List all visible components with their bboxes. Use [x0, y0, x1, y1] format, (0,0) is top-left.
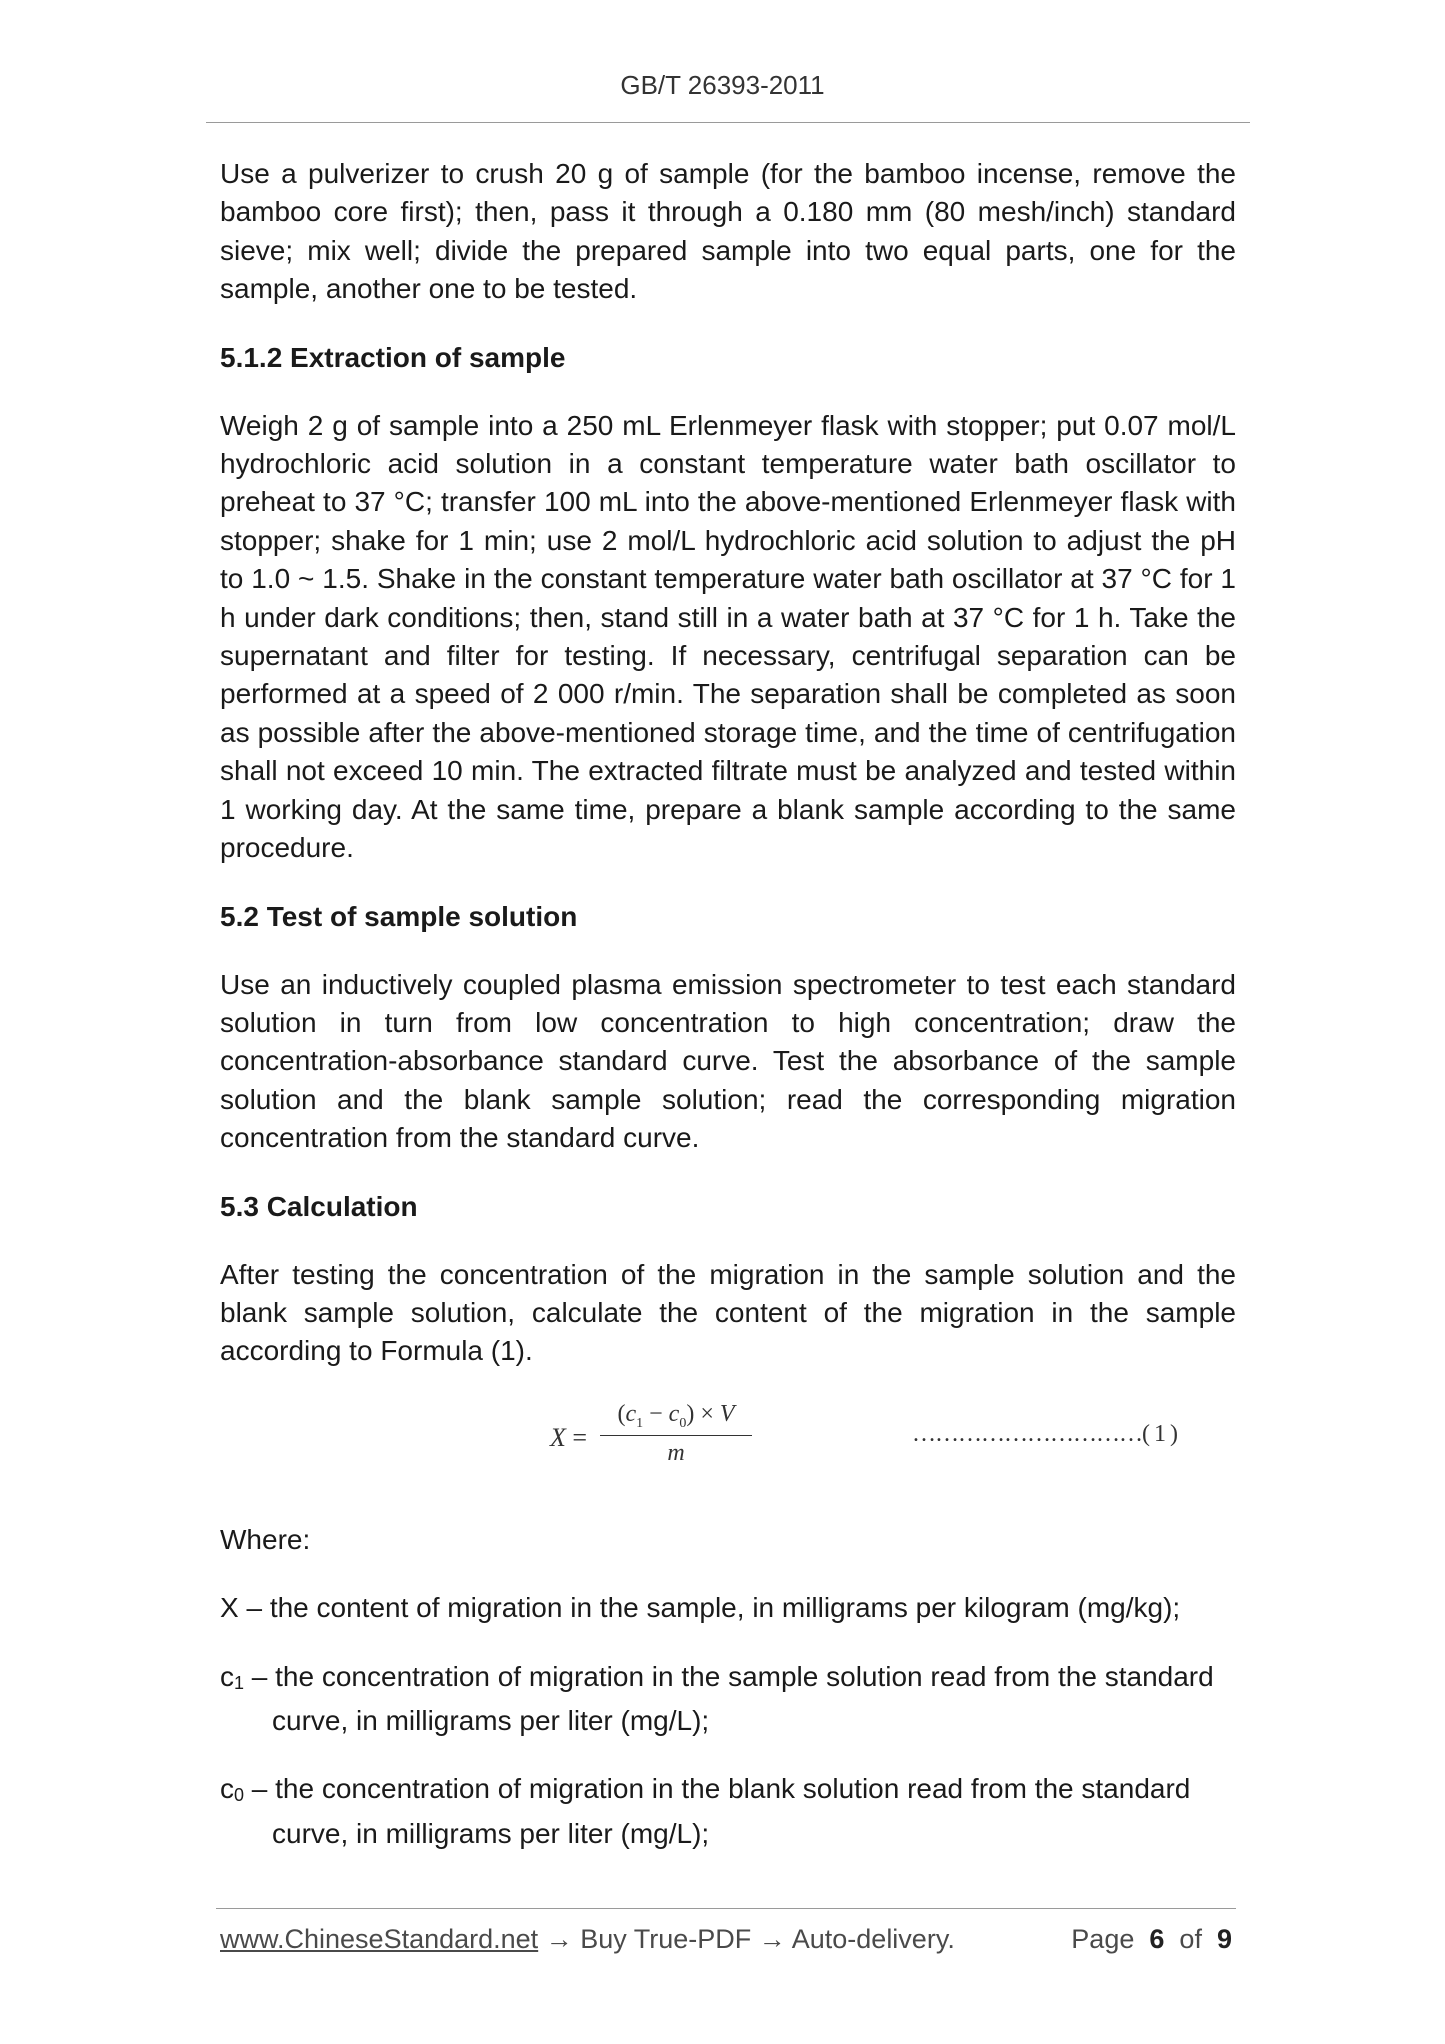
- page-indicator: Page 6 of 9: [1071, 1924, 1232, 1954]
- formula-fraction: [600, 1401, 752, 1467]
- definition-x: X – the content of migration in the sample, in milligrams per kilogram (mg/kg);: [220, 1592, 1181, 1624]
- where-label: Where:: [220, 1523, 311, 1555]
- page-body: [220, 155, 1236, 1883]
- formula-denominator: m: [667, 1439, 685, 1466]
- page-footer: [220, 1924, 1236, 1955]
- formula-1: [220, 1401, 1236, 1481]
- section-5-1-2-text: Weigh 2 g of sample into a 250 mL Erlenmeyer flask with stopper; put 0.07 mol/L hydrochloric acid solution in a constant temperature water bath oscillator to preheat to 37 °C; transfer 100 mL into the above-mentioned Erlenmeyer flask with stopper; shake for 1 min; use 2 mol/L hydrochloric acid solution to adjust the pH to 1.0 ~ 1.5. Shake in the constant temperature water bath oscillator at 37 °C for 1 h under dark conditions; then, stand still in a water bath at 37 °C for 1 h. Take the supernatant and filter for testing. If necessary, centrifugal separation can be performed at a speed of 2 000 r/min. The separation shall be completed as soon as possible after the above-mentioned storage time, and the time of centrifugation shall not exceed 10 min. The extracted filtrate must be analyzed and tested within 1 working day. At the same time, prepare a blank sample according to the same procedure.: [220, 409, 1236, 864]
- footer-divider: [216, 1908, 1236, 1909]
- section-5-2-heading: 5.2 Test of sample solution: [220, 900, 578, 932]
- section-5-1-2-heading: 5.1.2 Extraction of sample: [220, 341, 566, 373]
- definition-c0: $c_0$ – the concentration of migration in the blank solution read from the standard curve, in milligrams per liter (mg/L);: [220, 1773, 1191, 1849]
- definition-c1: $c_1$ – the concentration of migration in the sample solution read from the standard curve, in milligrams per liter (mg/L);: [220, 1660, 1214, 1736]
- formula-lhs: X =: [550, 1422, 588, 1452]
- header-divider: [206, 122, 1250, 123]
- section-5-3-text: After testing the concentration of the migration in the sample solution and the blank sample solution, calculate the content of the migration in the sample according to Formula (1).: [220, 1258, 1236, 1367]
- site-link[interactable]: www.ChineseStandard.net: [220, 1924, 539, 1954]
- fraction-bar: [600, 1435, 752, 1436]
- formula-number-label: …………………………( 1 ): [912, 1420, 1177, 1447]
- page-total: 9: [1216, 1924, 1232, 1954]
- section-5-2-text: Use an inductively coupled plasma emission spectrometer to test each standard solution in turn from low concentration to high concentration; draw the concentration-absorbance standard curve. Test the absorbance of the sample solution and the blank sample solution; read the corresponding migration concentration from the standard curve.: [220, 968, 1236, 1154]
- intro-paragraph: Use a pulverizer to crush 20 g of sample (for the bamboo incense, remove the bamboo core first); then, pass it through a 0.180 mm (80 mesh/inch) standard sieve; mix well; divide the prepared sample into two equal parts, one for the sample, another one to be tested.: [220, 158, 1236, 305]
- formula-numerator: $(c_1 - c_0) \times V$: [617, 1400, 735, 1431]
- promo-text: → Buy True-PDF → Auto-delivery.: [538, 1924, 955, 1954]
- page-current: 6: [1149, 1924, 1165, 1954]
- section-5-3-heading: 5.3 Calculation: [220, 1190, 418, 1222]
- document-code-header: GB/T 26393-2011: [620, 70, 825, 100]
